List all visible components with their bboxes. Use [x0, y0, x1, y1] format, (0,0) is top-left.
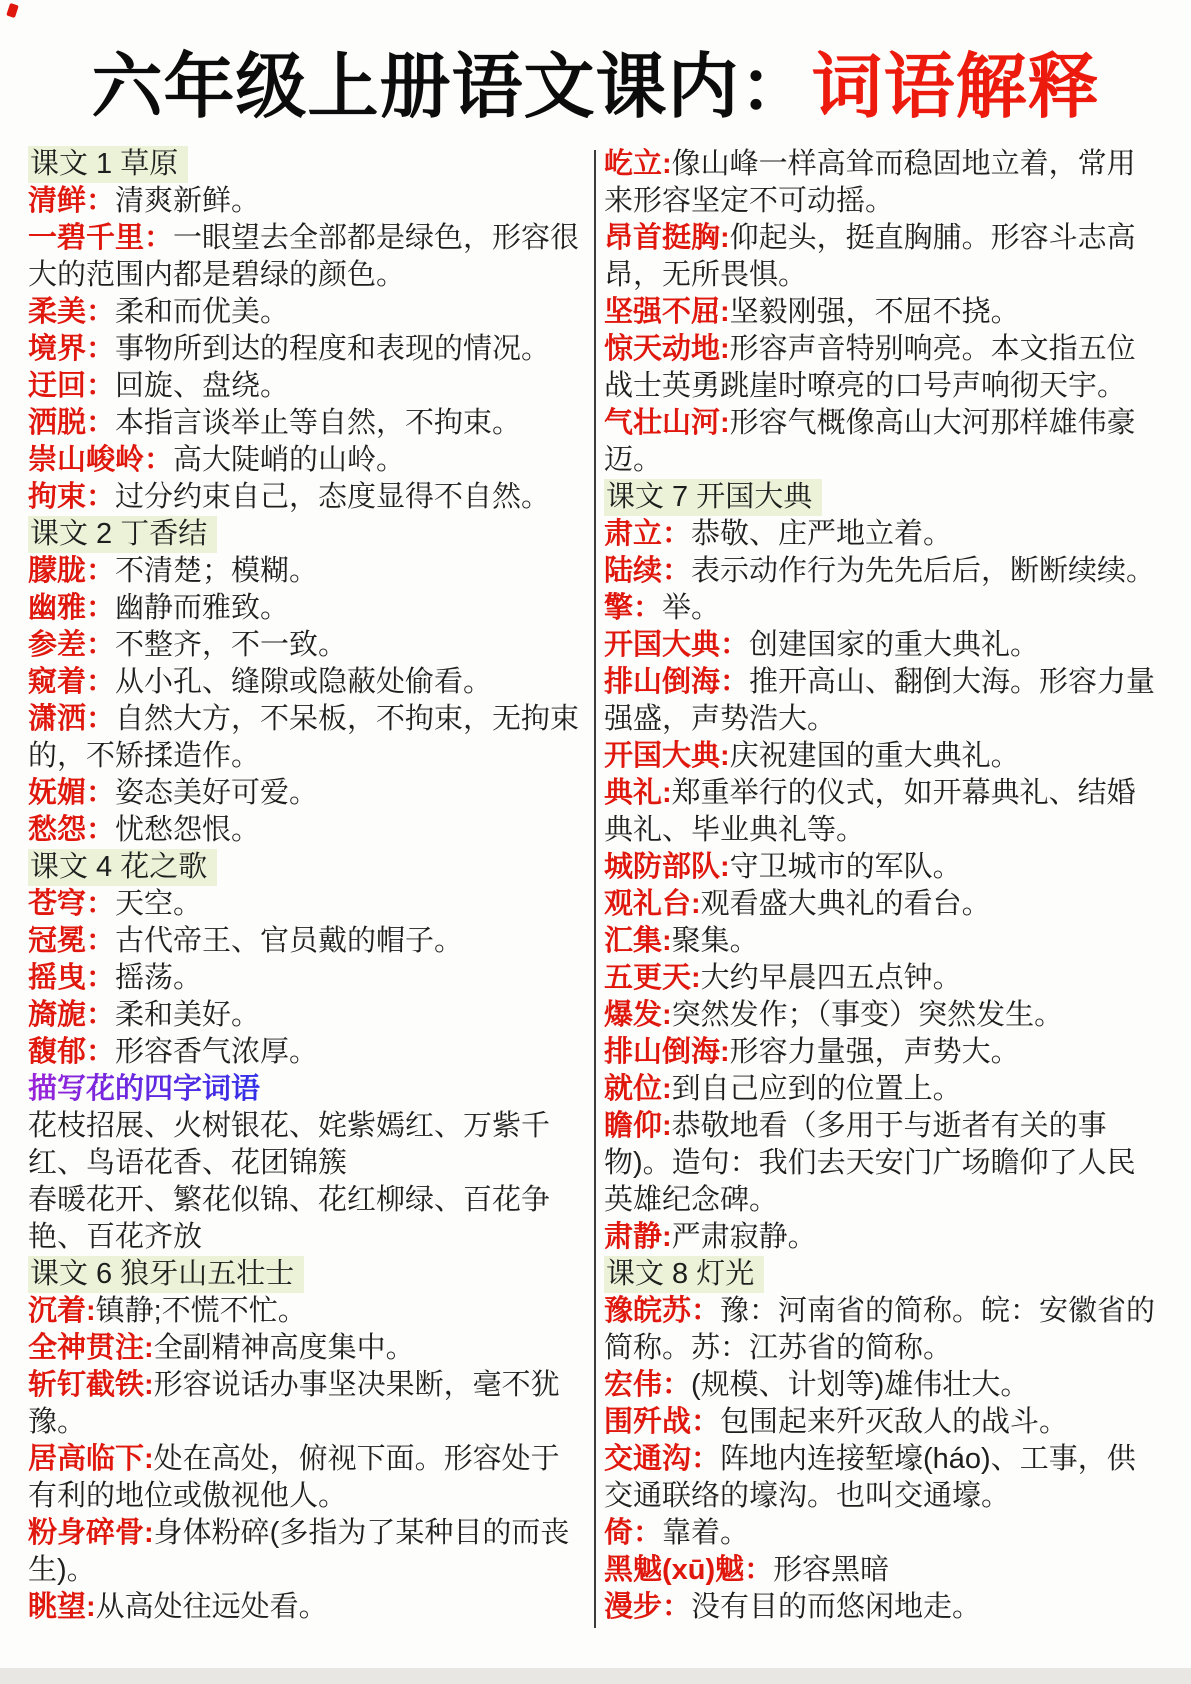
- term-text: 斩钉截铁:: [28, 1369, 154, 1401]
- definition-text: 坚毅刚强，不屈不挠。: [729, 296, 1020, 328]
- page-title-red: 词语解释: [811, 48, 1100, 127]
- definition-entry: [28, 997, 588, 1034]
- term-text: 肃立：: [604, 518, 692, 550]
- definition-entry: [28, 960, 588, 997]
- term-text: 气壮山河:: [604, 407, 730, 439]
- page-title: [0, 40, 1191, 136]
- definition-text: 古代帝王、官员戴的帽子。: [115, 925, 464, 957]
- left-column: [28, 146, 588, 1626]
- term-text: 陆续：: [604, 555, 692, 587]
- definition-text: 表示动作行为先先后后，断断续续。: [691, 555, 1156, 587]
- definition-entry: [28, 479, 588, 516]
- lesson-heading: [604, 1256, 1164, 1293]
- definition-text: 形容力量强，声势大。: [729, 1036, 1020, 1068]
- definition-entry: [604, 1367, 1164, 1404]
- lesson-heading: [604, 479, 1164, 516]
- term-text: 清鲜：: [28, 185, 116, 217]
- term-text: 黑魆(xū)魆：: [604, 1554, 774, 1586]
- word-list-line: 花枝招展、火树银花、姹紫嫣红、万紫千红、鸟语花香、花团锦簇: [28, 1110, 551, 1179]
- term-text: 潇洒：: [28, 703, 116, 735]
- lesson-heading: [28, 1256, 588, 1293]
- definition-entry: [604, 1071, 1164, 1108]
- definition-text: 姿态美好可爱。: [115, 777, 319, 809]
- definition-entry: [28, 405, 588, 442]
- definition-text: 靠着。: [662, 1517, 750, 1549]
- definition-entry: [604, 1404, 1164, 1441]
- definition-entry: [604, 1034, 1164, 1071]
- definition-text: 柔和美好。: [115, 999, 261, 1031]
- term-text: 昂首挺胸:: [604, 222, 730, 254]
- definition-text: 形容声音特别响亮。本文指五位战士英勇跳崖时嘹亮的口号声响彻天宇。: [604, 333, 1136, 402]
- definition-entry: [604, 331, 1164, 405]
- definition-text: 恭敬地看（多用于与逝者有关的事物)。造句：我们去天安门广场瞻仰了人民英雄纪念碑。: [604, 1110, 1136, 1216]
- term-text: 宏伟：: [604, 1369, 692, 1401]
- word-list-line: 春暖花开、繁花似锦、花红柳绿、百花争艳、百花齐放: [28, 1184, 551, 1253]
- term-text: 五更天:: [604, 962, 701, 994]
- term-text: 幽雅：: [28, 592, 116, 624]
- term-text: 交通沟：: [604, 1443, 721, 1475]
- definition-text: (规模、计划等)雄伟壮大。: [691, 1369, 1030, 1401]
- column-divider-line: [594, 150, 596, 1628]
- definition-text: 从小孔、缝隙或隐蔽处偷看。: [115, 666, 493, 698]
- corner-mark: [6, 3, 19, 18]
- term-text: 就位:: [604, 1073, 672, 1105]
- definition-text: 自然大方，不呆板，不拘束，无拘束的，不矫揉造作。: [28, 703, 580, 772]
- definition-entry: [28, 553, 588, 590]
- definition-text: 形容说话办事坚决果断，毫不犹豫。: [28, 1369, 560, 1438]
- lesson-heading-text: 课文 7 开国大典: [604, 479, 822, 516]
- definition-entry: [28, 1293, 588, 1330]
- term-text: 馥郁：: [28, 1036, 116, 1068]
- term-text: 围歼战：: [604, 1406, 721, 1438]
- definition-entry: [604, 1515, 1164, 1552]
- term-text: 拘束：: [28, 481, 116, 513]
- term-text: 瞻仰:: [604, 1110, 672, 1142]
- definition-entry: [28, 664, 588, 701]
- term-text: 沉着:: [28, 1295, 96, 1327]
- term-text: 境界：: [28, 333, 116, 365]
- definition-entry: [28, 331, 588, 368]
- definition-entry: [28, 701, 588, 775]
- term-text: 惊天动地:: [604, 333, 730, 365]
- term-text: 排山倒海：: [604, 666, 750, 698]
- lesson-heading: [28, 849, 588, 886]
- definition-text: 阵地内连接堑壕(háo)、工事，供交通联络的壕沟。也叫交通壕。: [604, 1443, 1136, 1512]
- definition-entry: [604, 1552, 1164, 1589]
- definition-entry: [28, 1034, 588, 1071]
- definition-entry: [604, 1589, 1164, 1626]
- definition-text: 不清楚；模糊。: [115, 555, 319, 587]
- term-text: 朦胧：: [28, 555, 116, 587]
- term-text: 倚：: [604, 1517, 663, 1549]
- definition-text: 包围起来歼灭敌人的战斗。: [720, 1406, 1069, 1438]
- term-text: 柔美：: [28, 296, 116, 328]
- term-text: 全神贯注:: [28, 1332, 154, 1364]
- lesson-heading-text: 课文 1 草原: [28, 146, 188, 183]
- term-text: 眺望:: [28, 1591, 96, 1623]
- term-text: 排山倒海:: [604, 1036, 730, 1068]
- lesson-heading: [28, 146, 588, 183]
- definition-text: 仰起头，挺直胸脯。形容斗志高昂，无所畏惧。: [604, 222, 1136, 291]
- page-title-black: 六年级上册语文课内：: [91, 48, 812, 127]
- definition-text: 回旋、盘绕。: [115, 370, 290, 402]
- definition-text: 到自己应到的位置上。: [671, 1073, 962, 1105]
- definition-entry: [28, 368, 588, 405]
- term-text: 屹立:: [604, 148, 672, 180]
- definition-text: 全副精神高度集中。: [153, 1332, 415, 1364]
- definition-entry: [604, 1108, 1164, 1219]
- term-text: 旖旎：: [28, 999, 116, 1031]
- flower-words-subheading: 描写花的四字词语: [28, 1071, 260, 1108]
- term-text: 参差：: [28, 629, 116, 661]
- definition-text: 郑重举行的仪式，如开幕典礼、结婚典礼、毕业典礼等。: [604, 777, 1136, 846]
- definition-text: 形容气概像高山大河那样雄伟豪迈。: [604, 407, 1136, 476]
- definition-text: 柔和而优美。: [115, 296, 290, 328]
- definition-entry: [604, 849, 1164, 886]
- definition-entry: [604, 997, 1164, 1034]
- definition-text: 豫：河南省的简称。皖：安徽省的简称。苏：江苏省的简称。: [604, 1295, 1156, 1364]
- term-text: 典礼:: [604, 777, 672, 809]
- term-text: 迂回：: [28, 370, 116, 402]
- definition-entry: [604, 220, 1164, 294]
- definition-text: 大约早晨四五点钟。: [700, 962, 962, 994]
- term-text: 观礼台:: [604, 888, 701, 920]
- lesson-heading-text: 课文 4 花之歌: [28, 849, 217, 886]
- definition-entry: [28, 590, 588, 627]
- definition-text: 本指言谈举止等自然，不拘束。: [115, 407, 522, 439]
- definition-text: 高大陡峭的山岭。: [173, 444, 406, 476]
- definition-text: 清爽新鲜。: [115, 185, 261, 217]
- definition-entry: [28, 183, 588, 220]
- definition-text: 观看盛大典礼的看台。: [700, 888, 991, 920]
- definition-text: 推开高山、翻倒大海。形容力量强盛，声势浩大。: [604, 666, 1156, 735]
- term-text: 苍穹：: [28, 888, 116, 920]
- term-text: 豫皖苏：: [604, 1295, 721, 1327]
- lesson-heading-text: 课文 8 灯光: [604, 1256, 764, 1293]
- definition-text: 聚集。: [671, 925, 759, 957]
- definition-entry: [28, 220, 588, 294]
- definition-text: 事物所到达的程度和表现的情况。: [115, 333, 551, 365]
- definition-text: 庆祝建国的重大典礼。: [729, 740, 1020, 772]
- right-column: [604, 146, 1164, 1626]
- definition-entry: [604, 775, 1164, 849]
- definition-text: 天空。: [115, 888, 203, 920]
- definition-text: 没有目的而悠闲地走。: [691, 1591, 982, 1623]
- definition-entry: [28, 1441, 588, 1515]
- term-text: 开国大典：: [604, 629, 750, 661]
- term-text: 摇曳：: [28, 962, 116, 994]
- lesson-heading-text: 课文 2 丁香结: [28, 516, 217, 553]
- definition-entry: [604, 627, 1164, 664]
- definition-entry: [28, 923, 588, 960]
- definition-text: 形容黑暗: [773, 1554, 890, 1586]
- term-text: 肃静:: [604, 1221, 672, 1253]
- definition-entry: [604, 886, 1164, 923]
- definition-text: 不整齐，不一致。: [115, 629, 348, 661]
- definition-text: 举。: [662, 592, 721, 624]
- term-text: 居高临下:: [28, 1443, 154, 1475]
- definition-entry: [28, 775, 588, 812]
- definition-entry: [604, 294, 1164, 331]
- definition-text: 处在高处，俯视下面。形容处于有利的地位或傲视他人。: [28, 1443, 560, 1512]
- definition-entry: [28, 812, 588, 849]
- definition-text: 像山峰一样高耸而稳固地立着，常用来形容坚定不可动摇。: [604, 148, 1136, 217]
- definition-entry: [604, 664, 1164, 738]
- definition-text: 身体粉碎(多指为了某种目的而丧生)。: [28, 1517, 570, 1586]
- term-text: 愁怨：: [28, 814, 116, 846]
- definition-entry: [604, 1219, 1164, 1256]
- definition-entry: [28, 1589, 588, 1626]
- term-text: 城防部队:: [604, 851, 730, 883]
- definition-entry: [28, 442, 588, 479]
- term-text: 洒脱：: [28, 407, 116, 439]
- term-text: 坚强不屈:: [604, 296, 730, 328]
- lesson-heading: [28, 516, 588, 553]
- definition-entry: [604, 405, 1164, 479]
- bottom-gray-bar: [0, 1668, 1191, 1684]
- definition-text: 忧愁怨恨。: [115, 814, 261, 846]
- definition-text: 幽静而雅致。: [115, 592, 290, 624]
- term-text: 窥着：: [28, 666, 116, 698]
- definition-text: 过分约束自己，态度显得不自然。: [115, 481, 551, 513]
- definition-text: 镇静;不慌不忙。: [95, 1295, 307, 1327]
- term-text: 开国大典:: [604, 740, 730, 772]
- definition-entry: [604, 1441, 1164, 1515]
- definition-text: 形容香气浓厚。: [115, 1036, 319, 1068]
- definition-entry: [604, 1293, 1164, 1367]
- term-text: 漫步：: [604, 1591, 692, 1623]
- definition-entry: [604, 960, 1164, 997]
- lesson-heading-text: 课文 6 狼牙山五壮士: [28, 1256, 304, 1293]
- definition-text: 从高处往远处看。: [95, 1591, 328, 1623]
- definition-text: 创建国家的重大典礼。: [749, 629, 1040, 661]
- term-text: 爆发:: [604, 999, 672, 1031]
- definition-text: 一眼望去全部都是绿色，形容很大的范围内都是碧绿的颜色。: [28, 222, 580, 291]
- definition-entry: [28, 294, 588, 331]
- definition-text: 摇荡。: [115, 962, 203, 994]
- definition-entry: [604, 146, 1164, 220]
- definition-entry: [28, 1515, 588, 1589]
- term-text: 粉身碎骨:: [28, 1517, 154, 1549]
- definition-text: 守卫城市的军队。: [729, 851, 962, 883]
- term-text: 汇集:: [604, 925, 672, 957]
- definition-entry: [28, 886, 588, 923]
- term-text: 妩媚：: [28, 777, 116, 809]
- definition-entry: [604, 738, 1164, 775]
- definition-entry: [604, 923, 1164, 960]
- term-text: 一碧千里：: [28, 222, 174, 254]
- definition-text: 突然发作；（事变）突然发生。: [671, 999, 1064, 1031]
- definition-entry: [28, 1330, 588, 1367]
- definition-text: 恭敬、庄严地立着。: [691, 518, 953, 550]
- definition-entry: [604, 590, 1164, 627]
- term-text: 崇山峻岭：: [28, 444, 174, 476]
- definition-entry: [28, 1367, 588, 1441]
- term-text: 冠冕：: [28, 925, 116, 957]
- definition-text: 严肃寂静。: [671, 1221, 817, 1253]
- definition-entry: [604, 516, 1164, 553]
- term-text: 擎：: [604, 592, 663, 624]
- definition-entry: [28, 627, 588, 664]
- definition-entry: [604, 553, 1164, 590]
